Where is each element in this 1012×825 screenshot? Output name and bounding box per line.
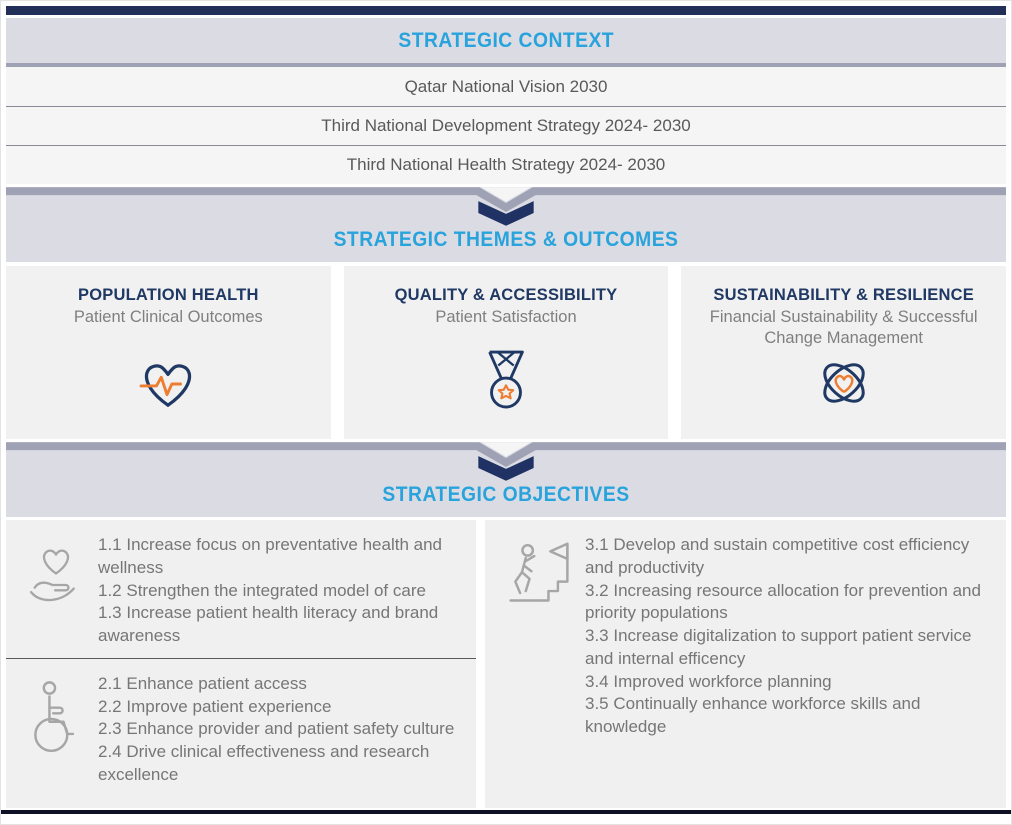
theme-subheading: Patient Satisfaction [435, 308, 577, 326]
theme-heading: QUALITY & ACCESSIBILITY [394, 286, 618, 304]
objective-item: 3.5 Continually enhance workforce skills and knowledge [585, 694, 921, 737]
strategic-context-band [6, 18, 1006, 63]
objective-item: 1.3 Increase patient health literacy and brand awareness [98, 603, 439, 646]
context-row-development-strategy: Third National Development Strategy 2024- 2030 [6, 106, 1006, 145]
chevron-divider-icon [6, 442, 1006, 484]
theme-columns [6, 266, 1006, 439]
themes-band [6, 187, 1006, 262]
objective-group-3 [485, 520, 1006, 749]
theme-heading: SUSTAINABILITY & RESILIENCE [713, 286, 974, 304]
theme-population-health [6, 266, 331, 439]
objective-item: 2.4 Drive clinical effectiveness and research excellence [98, 742, 430, 784]
chevron-divider-icon [6, 187, 1006, 229]
objectives-left-column [6, 520, 476, 808]
wheelchair-icon [26, 679, 86, 787]
objective-columns [6, 520, 1006, 808]
objective-item: 2.2 Improve patient experience [98, 696, 332, 716]
medal-star-icon [479, 349, 533, 411]
context-row-health-strategy: Third National Health Strategy 2024- 2030 [6, 145, 1006, 184]
heart-pulse-icon [137, 357, 199, 411]
strategic-themes-title: STRATEGIC THEMES & OUTCOMES [333, 228, 679, 251]
objective-item: 3.1 Develop and sustain competitive cost efficiency and productivity [585, 535, 970, 577]
theme-sustainability-resilience [681, 266, 1006, 439]
objective-item: 2.3 Enhance provider and patient safety culture [98, 719, 455, 739]
context-row-vision: Qatar National Vision 2030 [6, 67, 1006, 106]
top-accent-bar [6, 6, 1006, 15]
objective-group-1 [6, 520, 476, 658]
objectives-right-column [485, 520, 1006, 808]
objective-item: 3.4 Improved workforce planning [585, 671, 832, 691]
heart-in-hand-icon [24, 540, 88, 648]
bottom-accent-bar [1, 810, 1011, 814]
strategic-context-title: STRATEGIC CONTEXT [398, 28, 614, 52]
stairs-flag-icon [503, 540, 575, 739]
strategic-objectives-title: STRATEGIC OBJECTIVES [382, 483, 630, 506]
theme-quality-accessibility [344, 266, 669, 439]
objective-group-2 [6, 659, 476, 797]
orbit-heart-icon [814, 355, 874, 411]
context-rows [6, 67, 1006, 184]
objective-item: 3.3 Increase digitalization to support patient service and internal efficency [585, 626, 972, 668]
objective-item: 1.2 Strengthen the integrated model of care [98, 580, 426, 600]
theme-heading: POPULATION HEALTH [78, 286, 259, 304]
theme-subheading: Patient Clinical Outcomes [73, 308, 263, 326]
objective-item: 1.1 Increase focus on preventative health and wellness [98, 535, 443, 577]
objective-item: 3.2 Increasing resource allocation for prevention and priority populations [585, 580, 981, 623]
theme-subheading: Financial Sustainability & Successful Change Management [709, 308, 978, 347]
objectives-band [6, 442, 1006, 517]
objective-item: 2.1 Enhance patient access [98, 673, 307, 693]
